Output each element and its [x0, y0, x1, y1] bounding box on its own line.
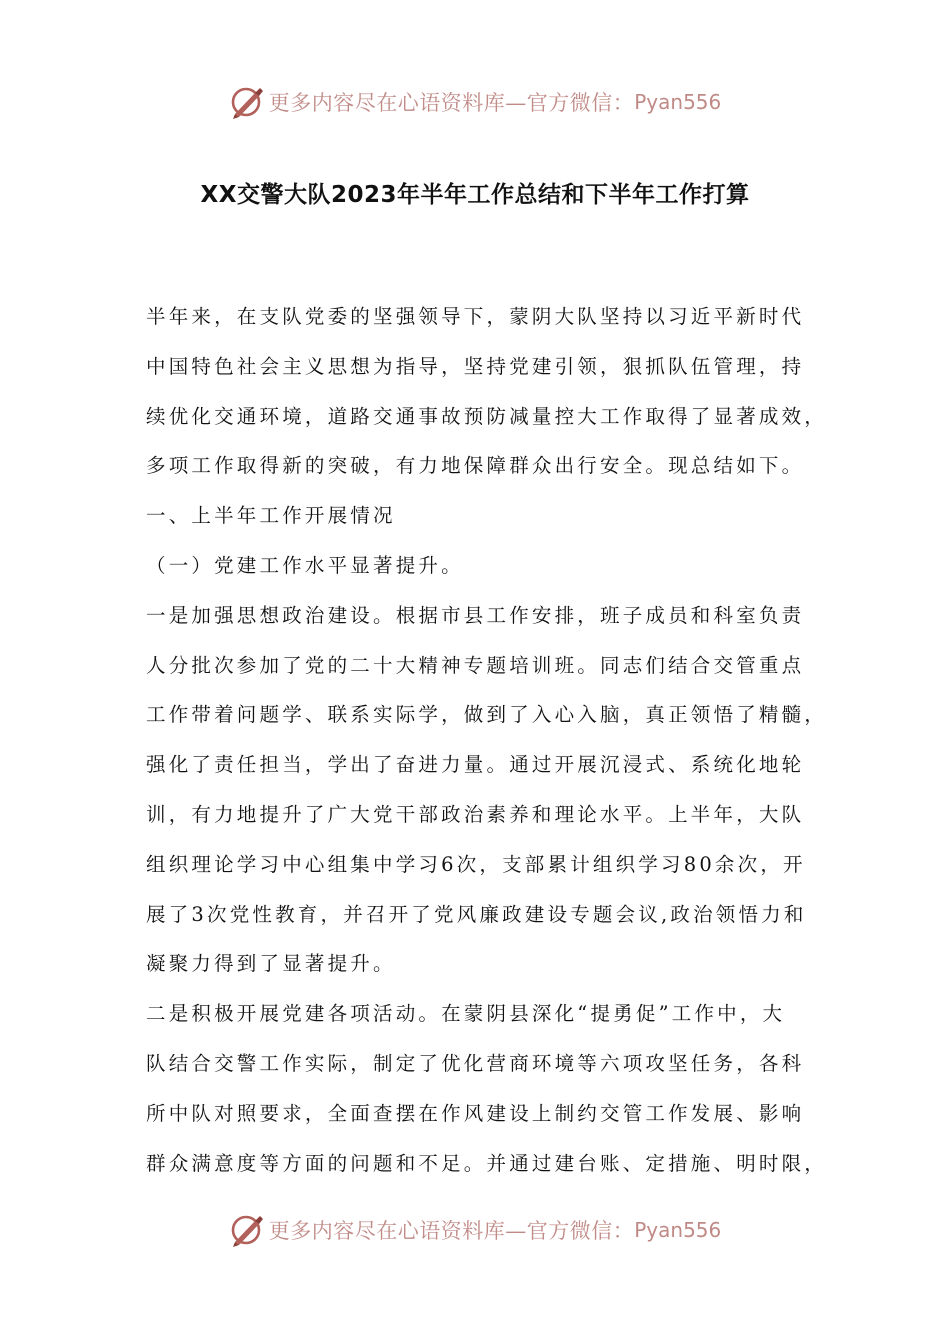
body-line: 凝聚力得到了显著提升。 — [146, 952, 396, 976]
watermark-wechat-id: Pyan556 — [634, 1218, 722, 1242]
watermark-text: 更多内容尽在心语资料库—官方微信： — [268, 1219, 635, 1243]
body-line: 人分批次参加了党的二十大精神专题培训班。同志们结合交管重点 — [146, 653, 805, 677]
body-line: 组织理论学习中心组集中学习6次，支部累计组织学习80余次，开 — [146, 852, 806, 876]
body-line: 展了3次党性教育，并召开了党风廉政建设专题会议,政治领悟力和 — [146, 902, 807, 926]
body-line: 多项工作取得新的突破，有力地保障群众出行安全。现总结如下。 — [146, 454, 805, 478]
watermark-footer — [0, 1210, 950, 1250]
body-line: 队结合交警工作实际，制定了优化营商环境等六项攻坚任务，各科 — [146, 1051, 805, 1075]
body-line: 训，有力地提升了广大党干部政治素养和理论水平。上半年，大队 — [146, 802, 805, 826]
body-line: 强化了责任担当，学出了奋进力量。通过开展沉浸式、系统化地轮 — [146, 753, 805, 777]
body-line: 一是加强思想政治建设。根据市县工作安排，班子成员和科室负责 — [146, 603, 805, 627]
body-line: 群众满意度等方面的问题和不足。并通过建台账、定措施、明时限， — [146, 1151, 828, 1175]
body-line: 半年来，在支队党委的坚强领导下，蒙阴大队坚持以习近平新时代 — [146, 305, 805, 328]
pen-logo-icon — [229, 84, 265, 120]
body-line: 二是积极开展党建各项活动。在蒙阴县深化“提勇促”工作中，大 — [146, 1002, 786, 1026]
body-line: 所中队对照要求，全面查摆在作风建设上制约交管工作发展、影响 — [146, 1101, 805, 1125]
watermark-wechat-id: Pyan556 — [634, 90, 722, 114]
subsection-heading: （一）党建工作水平显著提升。 — [146, 553, 464, 577]
document-body — [146, 292, 826, 1188]
body-line: 工作带着问题学、联系实际学，做到了入心入脑，真正领悟了精髓， — [146, 703, 828, 727]
body-line: 中国特色社会主义思想为指导，坚持党建引领，狠抓队伍管理，持 — [146, 354, 805, 378]
section-heading: 一、上半年工作开展情况 — [146, 504, 396, 528]
watermark-header — [0, 82, 950, 122]
body-line: 续优化交通环境，道路交通事故预防减量控大工作取得了显著成效， — [146, 404, 828, 428]
watermark-text: 更多内容尽在心语资料库—官方微信： — [268, 91, 635, 115]
document-title: XX交警大队2023年半年工作总结和下半年工作打算 — [200, 182, 750, 208]
pen-logo-icon — [229, 1212, 265, 1248]
